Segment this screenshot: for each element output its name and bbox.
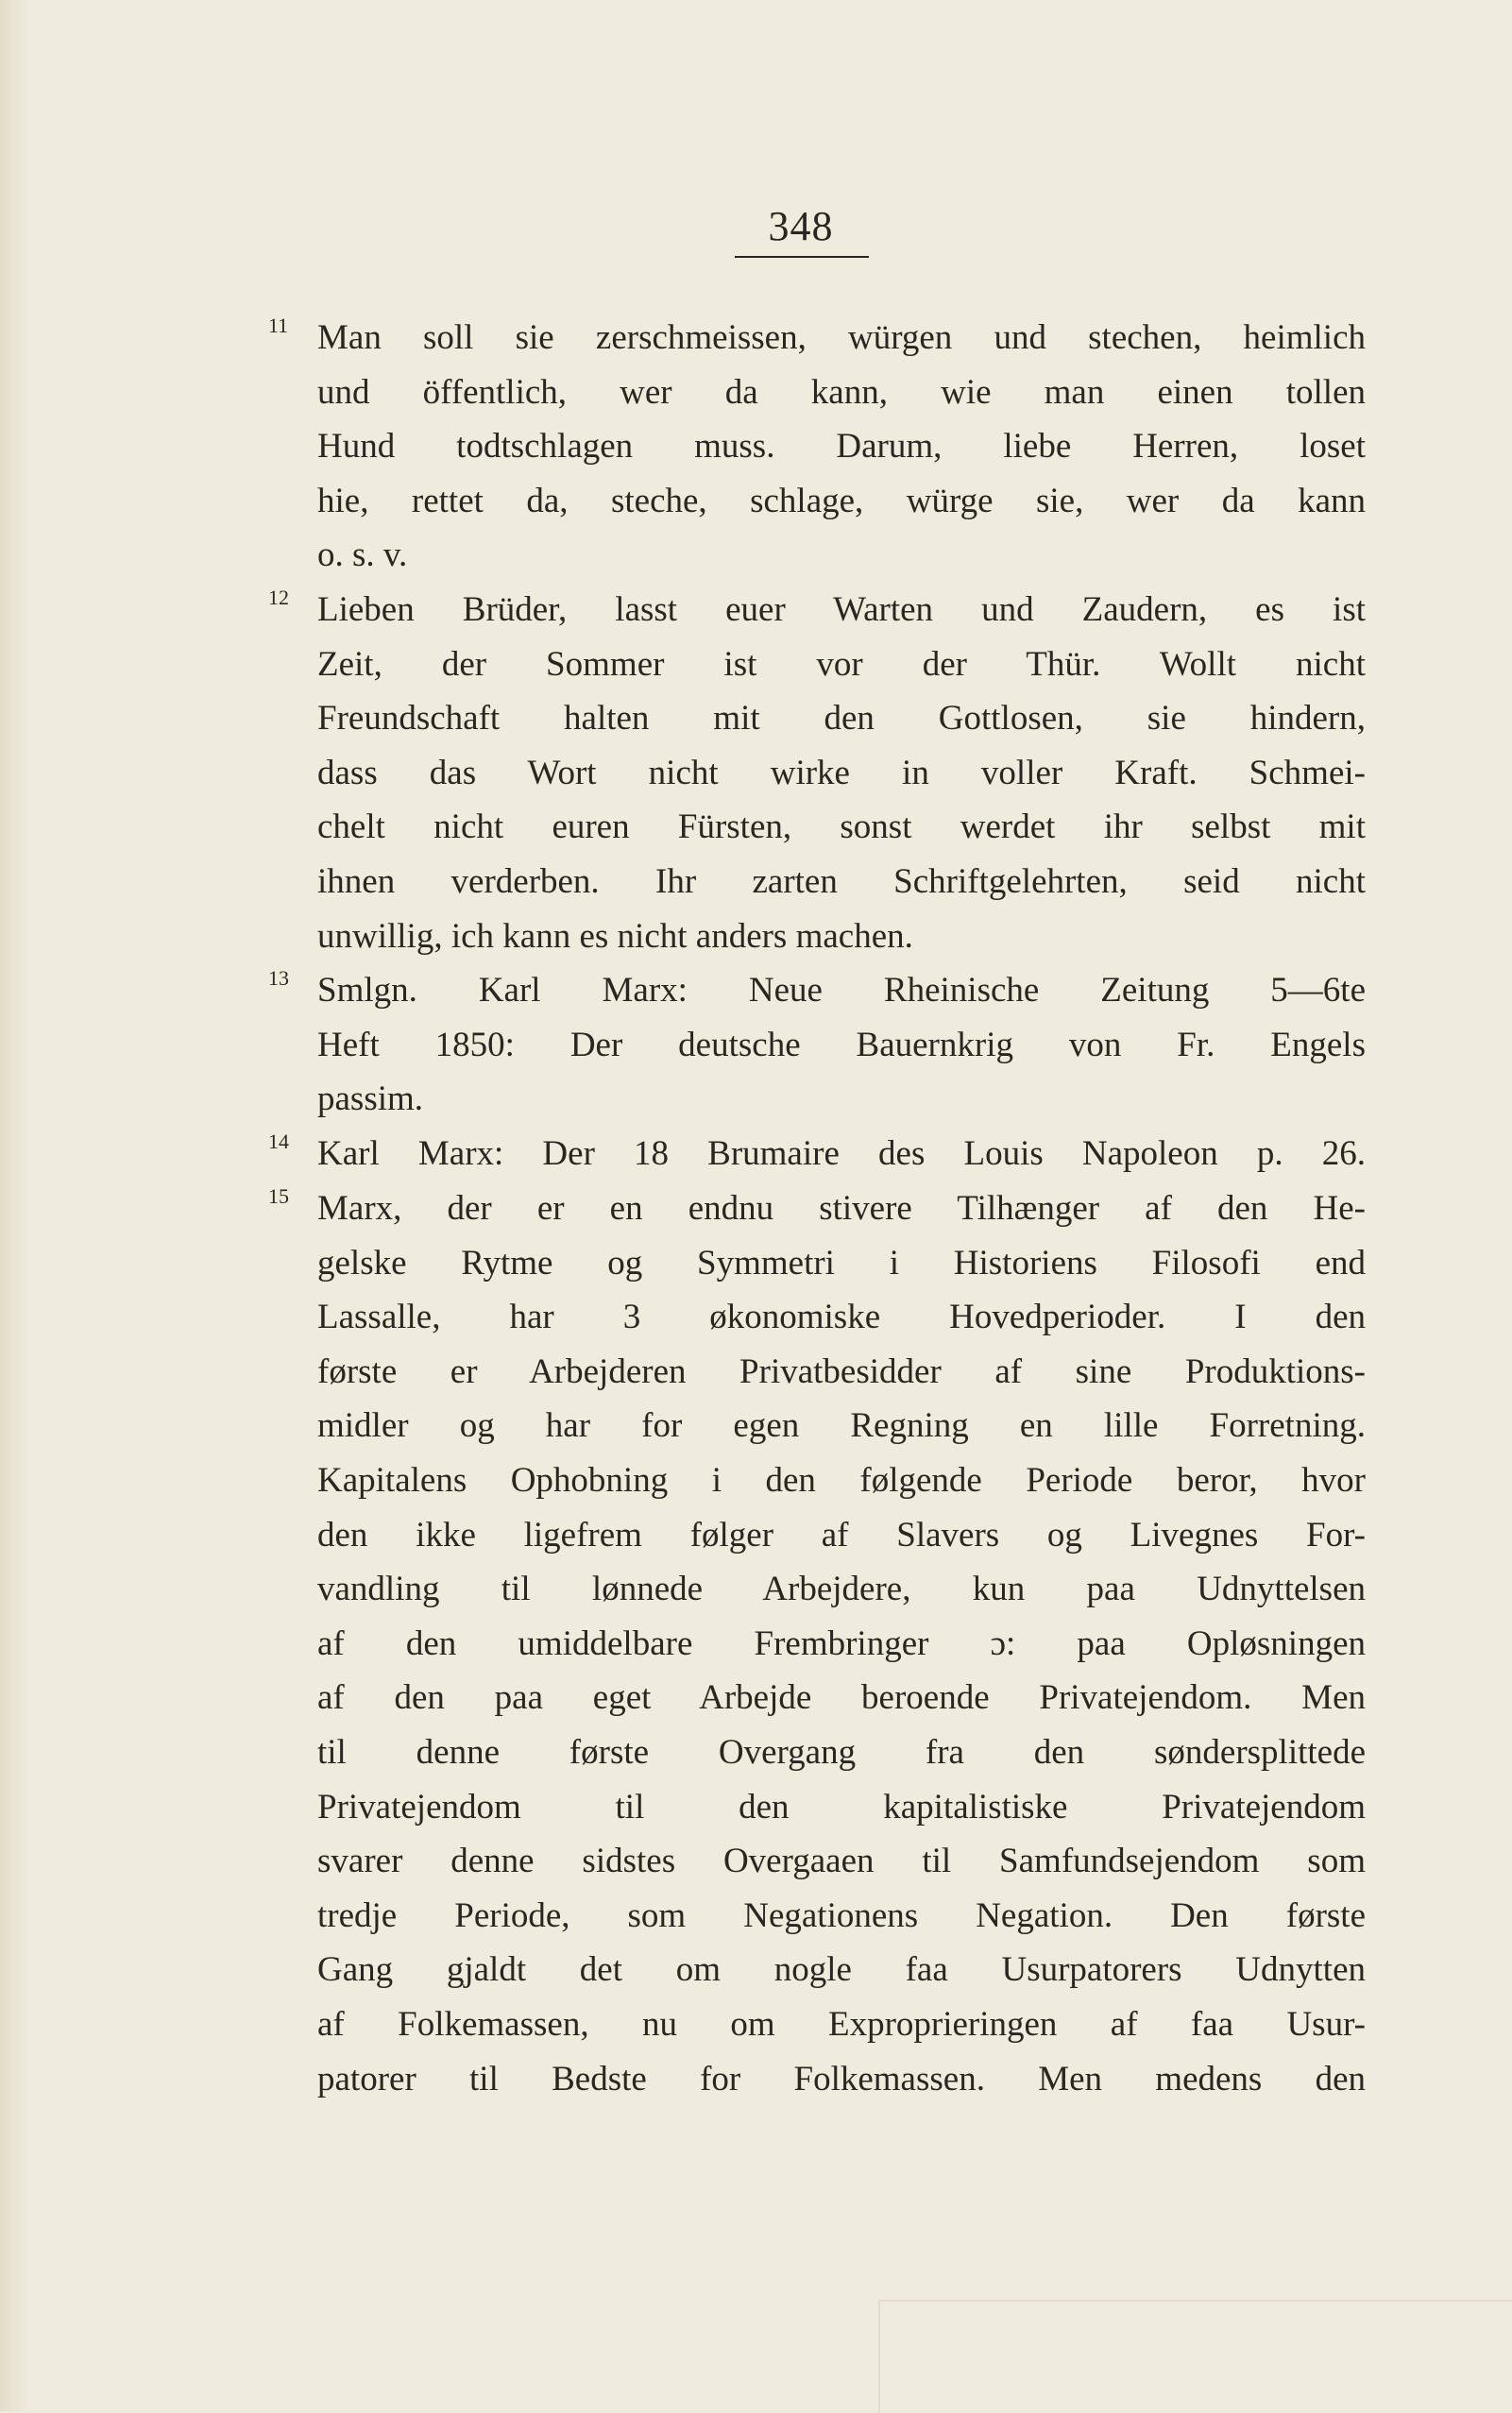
text-line: gelske Rytme og Symmetri i Historiens Filosofi end xyxy=(317,1243,1366,1283)
footnote-number: 11 xyxy=(268,314,289,337)
text-line: Man soll sie zerschmeissen, würgen und stechen, heimlich xyxy=(317,318,1366,357)
text-line: til denne første Overgang fra den søndersplittede xyxy=(317,1732,1366,1772)
footnote-12 xyxy=(268,583,1366,963)
text-line: Freundschaft halten mit den Gottlosen, sie hindern, xyxy=(317,699,1366,739)
text-line: Gang gjaldt det om nogle faa Usurpatorers Udnytten xyxy=(317,1950,1366,1990)
text-line: unwillig, ich kann es nicht anders machen. xyxy=(317,916,913,956)
text-line: af den umiddelbare Frembringer ɔ: paa Opløsningen xyxy=(317,1623,1366,1663)
text-line: af Folkemassen, nu om Exproprieringen af faa Usur- xyxy=(317,2004,1366,2044)
text-line: und öffentlich, wer da kann, wie man einen tollen xyxy=(317,372,1366,412)
text-line: passim. xyxy=(317,1079,424,1119)
text-line: Lassalle, har 3 økonomiske Hovedperioder. I den xyxy=(317,1298,1366,1337)
footnote-15 xyxy=(268,1181,1366,2106)
text-line: patorer til Bedste for Folkemassen. Men medens den xyxy=(317,2059,1366,2099)
text-line: Kapitalens Ophobning i den følgende Periode beror, hvor xyxy=(317,1460,1366,1500)
text-line: Marx, der er en endnu stivere Tilhænger af den He- xyxy=(317,1189,1366,1228)
text-line: ihnen verderben. Ihr zarten Schriftgelehrten, seid nicht xyxy=(317,861,1366,901)
text-line: hie, rettet da, steche, schlage, würge sie, wer da kann xyxy=(317,481,1366,520)
footnote-14 xyxy=(268,1127,1366,1181)
footnote-11 xyxy=(268,311,1366,583)
text-line: Hund todtschlagen muss. Darum, liebe Herren, loset xyxy=(317,427,1366,467)
text-line: af den paa eget Arbejde beroende Privatejendom. Men xyxy=(317,1678,1366,1718)
text-line: Heft 1850: Der deutsche Bauernkrig von Fr. Engels xyxy=(317,1025,1366,1064)
text-line: Lieben Brüder, lasst euer Warten und Zaudern, es ist xyxy=(317,590,1366,629)
text-line: den ikke ligefrem følger af Slavers og Livegnes For- xyxy=(317,1515,1366,1555)
text-line: tredje Periode, som Negationens Negation. Den første xyxy=(317,1895,1366,1935)
text-line: svarer denne sidstes Overgaaen til Samfundsejendom som xyxy=(317,1842,1366,1881)
text-line: vandling til lønnede Arbejdere, kun paa Udnyttelsen xyxy=(317,1570,1366,1609)
binding-edge xyxy=(0,0,28,2411)
text-line: første er Arbejderen Privatbesidder af sine Produktions- xyxy=(317,1351,1366,1391)
footnote-number: 15 xyxy=(268,1184,289,1208)
text-line: dass das Wort nicht wirke in voller Kraft. Schmei- xyxy=(317,753,1366,792)
text-line: Privatejendom til den kapitalistiske Privatejendom xyxy=(317,1787,1366,1827)
footnote-number: 12 xyxy=(268,586,289,609)
text-line: Zeit, der Sommer ist vor der Thür. Wollt nicht xyxy=(317,644,1366,684)
text-line: chelt nicht euren Fürsten, sonst werdet ihr selbst mit xyxy=(317,807,1366,847)
footnote-13 xyxy=(268,963,1366,1127)
footnote-number: 13 xyxy=(268,966,289,990)
page-number: 348 xyxy=(768,203,834,249)
footnote-number: 14 xyxy=(268,1130,289,1153)
text-line: o. s. v. xyxy=(317,535,408,575)
text-line: midler og har for egen Regning en lille Forretning. xyxy=(317,1406,1366,1446)
text-line: Smlgn. Karl Marx: Neue Rheinische Zeitung 5—6te xyxy=(317,971,1366,1010)
page-number-rule xyxy=(735,256,869,258)
paper-corner-mark xyxy=(878,2300,1512,2413)
text-line: Karl Marx: Der 18 Brumaire des Louis Napoleon p. 26. xyxy=(317,1134,1366,1173)
